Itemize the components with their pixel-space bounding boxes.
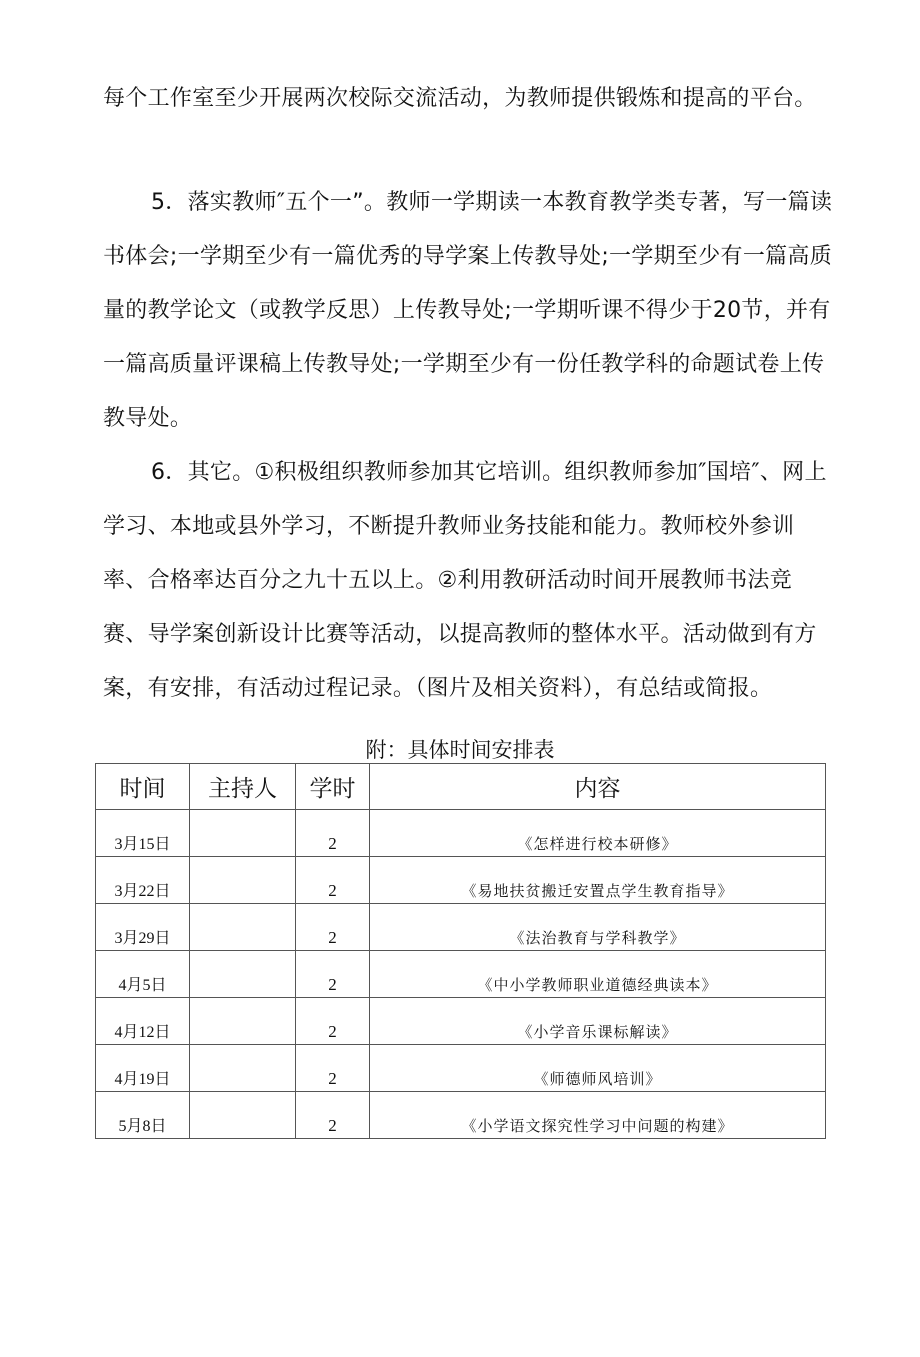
cell-hours: 2 xyxy=(296,857,370,904)
schedule-table-caption: 附：具体时间安排表 xyxy=(365,738,555,762)
table-row xyxy=(96,951,826,998)
cell-content: 《小学音乐课标解读》 xyxy=(370,998,826,1045)
paragraph-five-ones: 5．落实教师″五个一”。教师一学期读一本教育教学类专著，写一篇读书体会;一学期至少有一篇优秀的导学案上传教导处;一学期至少有一篇高质量的教学论文（或教学反思）上传教导处;一学期听课不得少于20节，并有一篇高质量评课稿上传教导处;一学期至少有一份任教学科的命题试卷上传教导处。 xyxy=(103,190,833,431)
cell-date: 3月15日 xyxy=(96,810,190,857)
cell-content: 《小学语文探究性学习中问题的构建》 xyxy=(370,1092,826,1139)
cell-date: 3月22日 xyxy=(96,857,190,904)
cell-host xyxy=(190,951,296,998)
cell-content: 《法治教育与学科教学》 xyxy=(370,904,826,951)
cell-hours: 2 xyxy=(296,1045,370,1092)
cell-host xyxy=(190,857,296,904)
cell-hours: 2 xyxy=(296,998,370,1045)
paragraph-other-training: 6．其它。①积极组织教师参加其它培训。组织教师参加″国培″、网上学习、本地或县外学习，不断提升教师业务技能和能力。教师校外参训率、合格率达百分之九十五以上。②利用教研活动时间开展教师书法竞赛、导学案创新设计比赛等活动，以提高教师的整体水平。活动做到有方案，有安排，有活动过程记录。（图片及相关资料），有总结或简报。 xyxy=(103,460,827,701)
header-hours: 学时 xyxy=(296,764,370,810)
table-row xyxy=(96,810,826,857)
cell-host xyxy=(190,1092,296,1139)
table-row xyxy=(96,904,826,951)
cell-date: 4月12日 xyxy=(96,998,190,1045)
cell-content: 《怎样进行校本研修》 xyxy=(370,810,826,857)
table-row xyxy=(96,1045,826,1092)
cell-content: 《师德师风培训》 xyxy=(370,1045,826,1092)
cell-host xyxy=(190,998,296,1045)
paragraph-exchange-activities: 每个工作室至少开展两次校际交流活动，为教师提供锻炼和提高的平台。 xyxy=(103,86,817,111)
table-row xyxy=(96,998,826,1045)
cell-content: 《中小学教师职业道德经典读本》 xyxy=(370,951,826,998)
table-row xyxy=(96,1092,826,1139)
cell-date: 4月19日 xyxy=(96,1045,190,1092)
header-host: 主持人 xyxy=(190,764,296,810)
header-content: 内容 xyxy=(370,764,826,810)
cell-date: 3月29日 xyxy=(96,904,190,951)
cell-content: 《易地扶贫搬迁安置点学生教育指导》 xyxy=(370,857,826,904)
cell-hours: 2 xyxy=(296,951,370,998)
table-row xyxy=(96,857,826,904)
table-header-row xyxy=(96,764,826,810)
cell-date: 5月8日 xyxy=(96,1092,190,1139)
cell-hours: 2 xyxy=(296,904,370,951)
cell-hours: 2 xyxy=(296,810,370,857)
cell-date: 4月5日 xyxy=(96,951,190,998)
schedule-table xyxy=(95,763,826,1139)
cell-host xyxy=(190,904,296,951)
cell-host xyxy=(190,810,296,857)
cell-host xyxy=(190,1045,296,1092)
cell-hours: 2 xyxy=(296,1092,370,1139)
header-time: 时间 xyxy=(96,764,190,810)
